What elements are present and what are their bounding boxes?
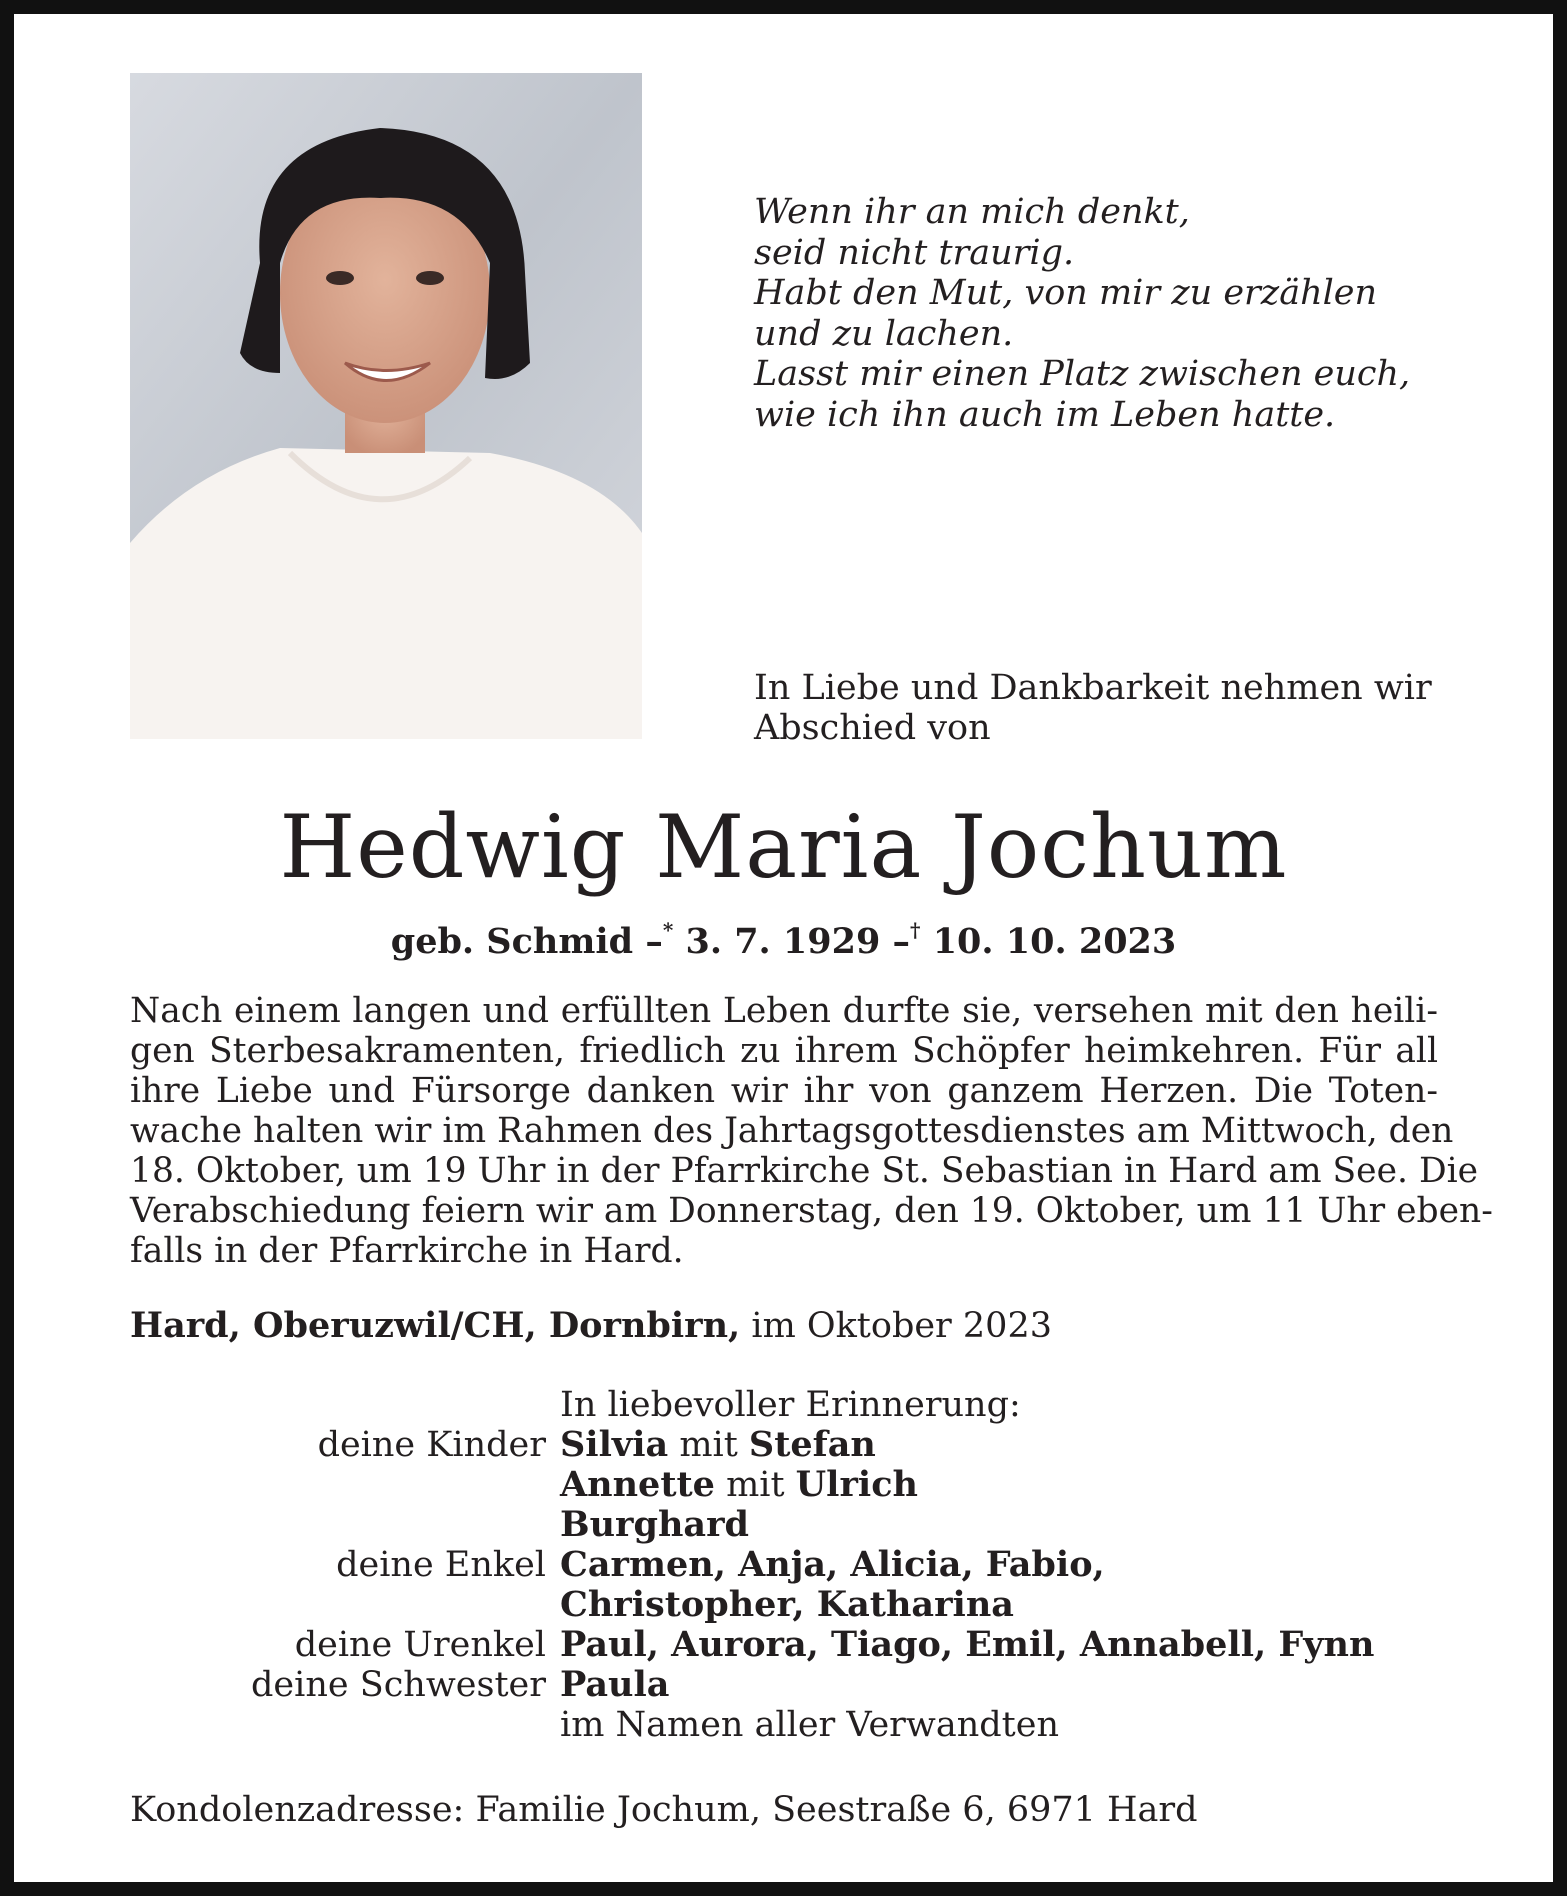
children-row (130, 1465, 1374, 1505)
children-row (130, 1425, 1374, 1465)
birth-symbol: * (662, 918, 674, 942)
intro-line: Abschied von (754, 708, 991, 748)
family-heading-row (130, 1385, 1374, 1425)
birth-date: 3. 7. 1929 (685, 921, 881, 962)
text-line: gen Sterbesakramenten, friedlich zu ihrem Schöpfer heimkehren. Für all (130, 1031, 1438, 1071)
text-line: wache halten wir im Rahmen des Jahrtagsgottesdienstes am Mittwoch, den (130, 1111, 1454, 1151)
poem-line: Habt den Mut, von mir zu erzählen (754, 273, 1378, 313)
place-and-date (130, 1306, 1052, 1346)
life-dates (0, 920, 1567, 964)
separator: – (645, 921, 663, 962)
sister-label: deine Schwester (251, 1665, 546, 1705)
memorial-poem (754, 192, 1454, 435)
intro-line: In Liebe und Dankbarkeit nehmen wir (754, 668, 1432, 708)
grandchildren-names: Christopher, Katharina (560, 1584, 1014, 1625)
child-name: Burghard (560, 1504, 749, 1545)
deceased-name: Hedwig Maria Jochum (279, 796, 1288, 898)
places: Hard, Oberuzwil/CH, Dornbirn, (130, 1305, 741, 1346)
text-line: ihre Liebe und Fürsorge danken wir ihr von ganzem Herzen. Die Toten- (130, 1071, 1438, 1111)
poem-line: wie ich ihn auch im Leben hatte. (754, 394, 1336, 435)
partner-name: Ulrich (795, 1464, 918, 1505)
children-row (130, 1505, 1374, 1545)
partner-name: Stefan (748, 1424, 876, 1465)
death-date: 10. 10. 2023 (932, 921, 1177, 962)
closing-row (130, 1705, 1374, 1745)
great-grandchildren-names: Paul, Aurora, Tiago, Emil, Annabell, Fynn (560, 1624, 1375, 1665)
closing-text: im Namen aller Verwandten (560, 1705, 1059, 1745)
great-grandchildren-label: deine Urenkel (294, 1625, 546, 1665)
great-grandchildren-row (130, 1625, 1374, 1665)
grandchildren-row (130, 1545, 1374, 1585)
birth-name: geb. Schmid (390, 921, 634, 962)
sister-name: Paula (560, 1664, 670, 1705)
text-line: 18. Oktober, um 19 Uhr in der Pfarrkirche St. Sebastian in Hard am See. Die (130, 1151, 1479, 1191)
separator: – (892, 921, 911, 962)
poem-line: Wenn ihr an mich denkt, (754, 192, 1190, 232)
poem-line: Lasst mir einen Platz zwischen euch, (754, 354, 1411, 394)
obituary-text (130, 991, 1493, 1271)
farewell-intro (754, 668, 1454, 748)
text-line: Verabschiedung feiern wir am Donnerstag, den 19. Oktober, um 11 Uhr eben- (130, 1191, 1493, 1231)
child-name: Silvia (560, 1424, 669, 1465)
grandchildren-row (130, 1585, 1374, 1625)
portrait-photo (130, 73, 642, 739)
family-list (130, 1385, 1374, 1745)
connector: mit (679, 1425, 738, 1465)
poem-line: seid nicht traurig. (754, 232, 1075, 273)
family-heading: In liebevoller Erinnerung: (560, 1385, 1021, 1425)
grandchildren-label: deine Enkel (336, 1545, 546, 1585)
grandchildren-names: Carmen, Anja, Alicia, Fabio, (560, 1544, 1105, 1585)
connector: mit (726, 1465, 785, 1505)
condolence-address: Kondolenzadresse: Familie Jochum, Seestraße 6, 6971 Hard (130, 1790, 1198, 1830)
poem-line: und zu lachen. (754, 313, 1014, 354)
child-name: Annette (560, 1464, 715, 1505)
date: im Oktober 2023 (751, 1306, 1052, 1346)
text-line: falls in der Pfarrkirche in Hard. (130, 1231, 684, 1271)
children-label: deine Kinder (317, 1425, 546, 1465)
text-line: Nach einem langen und erfüllten Leben durfte sie, versehen mit den heili- (130, 991, 1438, 1031)
sister-row (130, 1665, 1374, 1705)
death-symbol: † (910, 918, 921, 942)
